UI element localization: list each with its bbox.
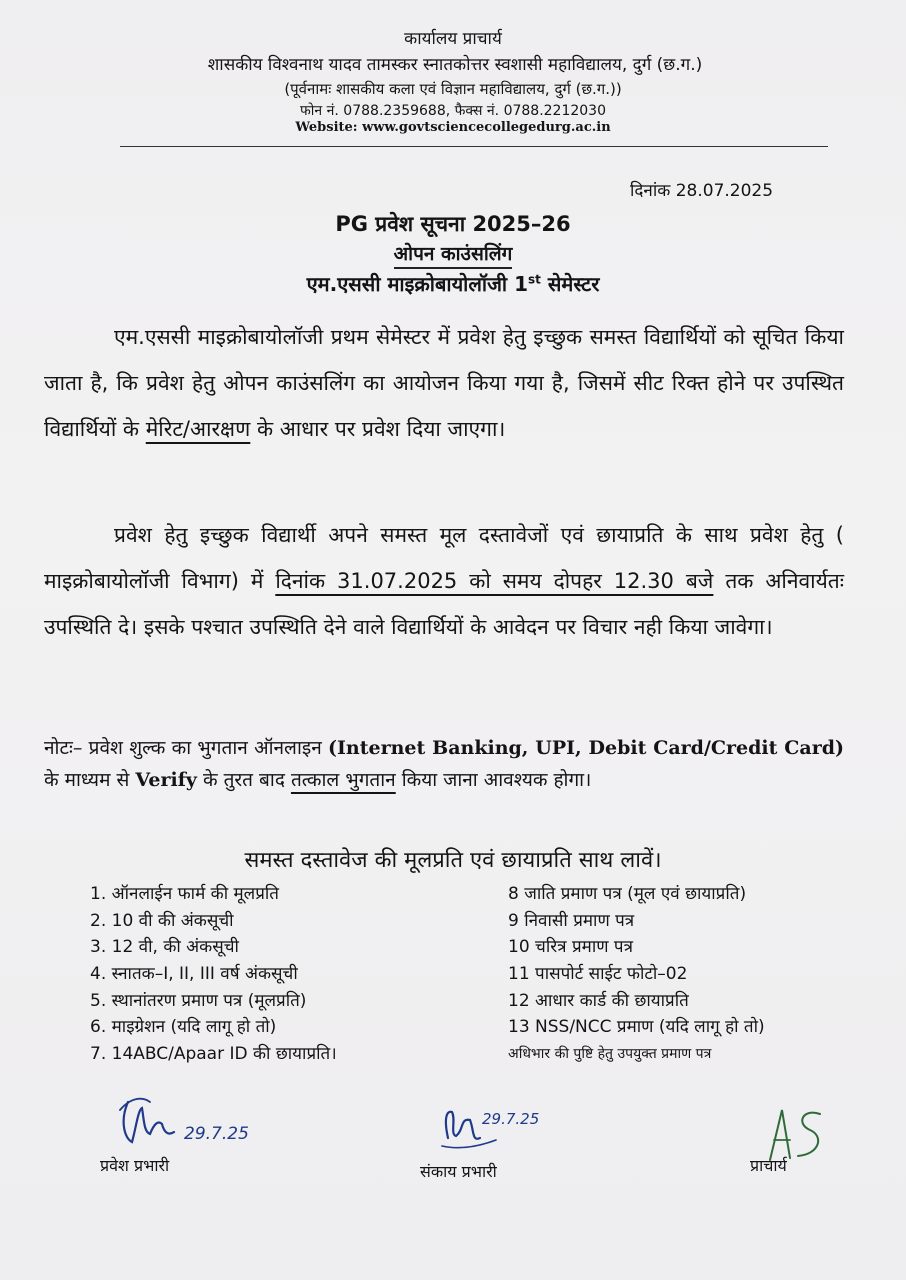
- signature-mark: [420, 1090, 600, 1170]
- documents-list-left: [90, 881, 490, 1068]
- open-counselling-label: ओपन काउंसलिंग: [394, 243, 513, 269]
- principal-label: प्राचार्य: [750, 1156, 787, 1175]
- list-item: 2. 10 वी की अंकसूची: [90, 910, 234, 931]
- signature-date: 29.7.25: [184, 1124, 249, 1144]
- admission-incharge-signature: [80, 1080, 300, 1180]
- list-item: 7. 14ABC/Apaar ID की छायाप्रति।: [90, 1044, 337, 1065]
- list-item: 9 निवासी प्रमाण पत्र: [508, 910, 635, 931]
- list-item: 8 जाति प्रमाण पत्र (मूल एवं छायाप्रति): [508, 884, 747, 904]
- list-item: 6. माइग्रेशन (यदि लागू हो तो): [90, 1017, 277, 1038]
- faculty-incharge-label: संकाय प्रभारी: [420, 1162, 497, 1181]
- list-item: 12 आधार कार्ड की छायाप्रति: [508, 990, 689, 1011]
- list-item: 4. स्नातक–I, II, III वर्ष अंकसूची: [90, 964, 298, 985]
- faculty-incharge-signature: [420, 1090, 620, 1190]
- admission-incharge-label: प्रवेश प्रभारी: [100, 1156, 170, 1175]
- notice-date: दिनांक 28.07.2025: [630, 181, 774, 201]
- course-semester: सेमेस्टर: [540, 272, 600, 296]
- list-item: 11 पासपोर्ट साईट फोटो–02: [508, 964, 688, 985]
- list-item-note: अधिभार की पुष्टि हेतु उपयुक्त प्रमाण पत्र: [508, 1046, 712, 1063]
- course-name: एम.एससी माइक्रोबायोलॉजी 1: [306, 272, 528, 296]
- header-college-name: शासकीय विश्वनाथ यादव तामस्कर स्नातकोत्तर स्वशासी महाविद्यालय, दुर्ग (छ.ग.): [207, 55, 703, 75]
- header-former-name: (पूर्वनामः शासकीय कला एवं विज्ञान महाविद्यालय, दुर्ग (छ.ग.)): [284, 80, 622, 98]
- header-phone: फोन नं. 0788.2359688, फैक्स नं. 0788.2212030: [300, 103, 606, 119]
- list-item: 1. ऑनलाईन फार्म की मूलप्रति: [90, 884, 279, 904]
- header-office: कार्यालय प्राचार्य: [404, 29, 502, 49]
- documents-heading: समस्त दस्तावेज की मूलप्रति एवं छायाप्रति साथ लावें।: [244, 848, 662, 873]
- notice-course: [0, 270, 906, 297]
- signature-mark: [80, 1080, 280, 1160]
- header-divider: [120, 146, 828, 147]
- paragraph-counselling-info: एम.एससी माइक्रोबायोलॉजी प्रथम सेमेस्टर में प्रवेश हेतु इच्छुक समस्त विद्यार्थियों को सूचित किया जाता है, कि प्रवेश हेतु ओपन काउंसलिंग का आयोजन किया गया है, जिसमें सीट रिक्त होने पर उपस्थित विद्यार्थियों के मेरिट/आरक्षण के आधार पर प्रवेश दिया जाएगा।: [44, 325, 844, 441]
- paragraph-reporting-info: प्रवेश हेतु इच्छुक विद्यार्थी अपने समस्त मूल दस्तावेजों एवं छायाप्रति के साथ प्रवेश हेतु ( माइक्रोबायोलॉजी विभाग) में दिनांक 31.07.2025 को समय दोपहर 12.30 बजे तक अनिवार्यतः उपस्थिति दे। इसके पश्चात उपस्थिति देने वाले विद्यार्थियों के आवेदन पर विचार नही किया जावेगा।: [44, 523, 844, 639]
- payment-methods: (Internet Banking, UPI, Debit Card/Credit Card): [328, 737, 844, 759]
- fee-payment-note: नोटः– प्रवेश शुल्क का भुगतान ऑनलाइन (Internet Banking, UPI, Debit Card/Credit Card) के माध्यम से Verify के तुरत बाद तत्काल भुगतान किया जाना आवश्यक होगा।: [44, 737, 844, 791]
- list-item: 10 चरित्र प्रमाण पत्र: [508, 937, 633, 958]
- notice-subtitle: [0, 240, 906, 266]
- reporting-date-time: दिनांक 31.07.2025 को समय दोपहर 12.30 बजे: [275, 569, 714, 593]
- notice-title: PG प्रवेश सूचना 2025–26: [335, 212, 571, 236]
- principal-signature: [740, 1100, 860, 1190]
- merit-reservation-text: मेरिट/आरक्षण: [145, 417, 251, 441]
- documents-list-right: [508, 881, 868, 1068]
- course-ordinal: st: [528, 272, 541, 287]
- signature-date: 29.7.25: [482, 1110, 540, 1128]
- verify-word: Verify: [135, 769, 197, 791]
- list-item: 5. स्थानांतरण प्रमाण पत्र (मूलप्रति): [90, 990, 307, 1011]
- list-item: 3. 12 वी, की अंकसूची: [90, 937, 239, 958]
- header-website: Website: www.govtsciencecollegedurg.ac.in: [295, 120, 611, 135]
- list-item: 13 NSS/NCC प्रमाण (यदि लागू हो तो): [508, 1017, 765, 1038]
- immediate-payment-text: तत्काल भुगतान: [290, 769, 396, 791]
